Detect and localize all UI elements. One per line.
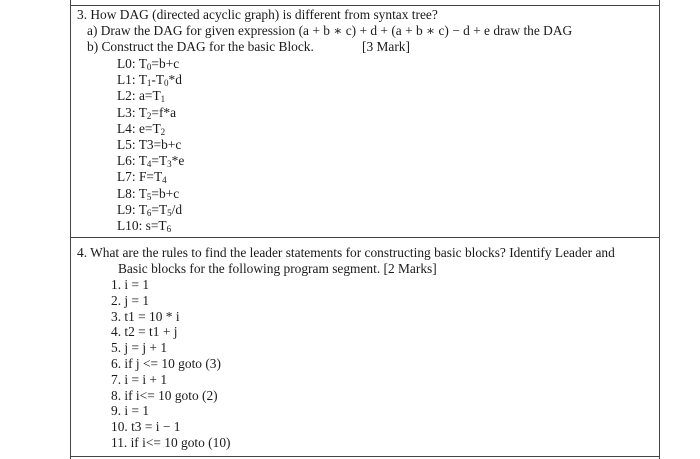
block-statement: L7: $F=T_4$ <box>117 169 167 186</box>
block-statement: L0: $T_0=b+c$ <box>117 56 180 72</box>
program-statement: 3. t1 = 10 * i <box>111 308 180 324</box>
top-divider <box>70 5 660 6</box>
bottom-divider <box>70 456 660 457</box>
q3-title: 3. How DAG (directed acyclic graph) is different from syntax tree? <box>77 7 438 22</box>
program-statement: 8. if i<= 10 goto (2) <box>111 387 218 403</box>
program-statement: 10. t3 = i − 1 <box>111 419 181 435</box>
q4-title-line2: Basic blocks for the following program segment. [2 Marks] <box>118 261 437 276</box>
block-statement: L6: $T_4=T_3*e$ <box>117 153 185 170</box>
q3-part-b: b) Construct the DAG for the basic Block. <box>87 39 314 54</box>
program-statement: 5. j = j + 1 <box>111 340 168 356</box>
program-statement: 9. i = 1 <box>111 403 150 419</box>
q3-part-a: a) Draw the DAG for given expression (a + b ∗ c) + d + (a + b ∗ c) − d + e draw the DAG <box>87 23 573 38</box>
program-statement: 1. i = 1 <box>111 277 150 292</box>
block-statement: L8: $T_5=b+c$ <box>117 185 180 202</box>
q3-part-b-marks: [3 Mark] <box>362 39 410 54</box>
section-divider <box>70 237 660 238</box>
block-statement: L3: $T_2=f*a$ <box>117 104 177 121</box>
program-statement: 6. if j <= 10 goto (3) <box>111 356 221 371</box>
block-statement: L1: $T_1-T_0*d$ <box>117 72 182 89</box>
program-statement: 7. i = i + 1 <box>111 371 168 387</box>
program-statement: 11. if i<= 10 goto (10) <box>111 435 231 450</box>
q4-title-line1: 4. What are the rules to find the leader statements for constructing basic blocks? Identify Leader and <box>77 245 615 260</box>
program-statement: 2. j = 1 <box>111 292 150 308</box>
block-statement: L5: T3=b+c <box>117 137 182 152</box>
program-statement: 4. t2 = t1 + j <box>111 324 178 340</box>
block-statement: L2: $a=T_1$ <box>117 88 166 105</box>
block-statement: L10: $s=T_6$ <box>117 218 172 234</box>
block-statement: L4: $e=T_2$ <box>117 120 166 137</box>
block-statement: L9: $T_6=T_5/d$ <box>117 201 183 218</box>
